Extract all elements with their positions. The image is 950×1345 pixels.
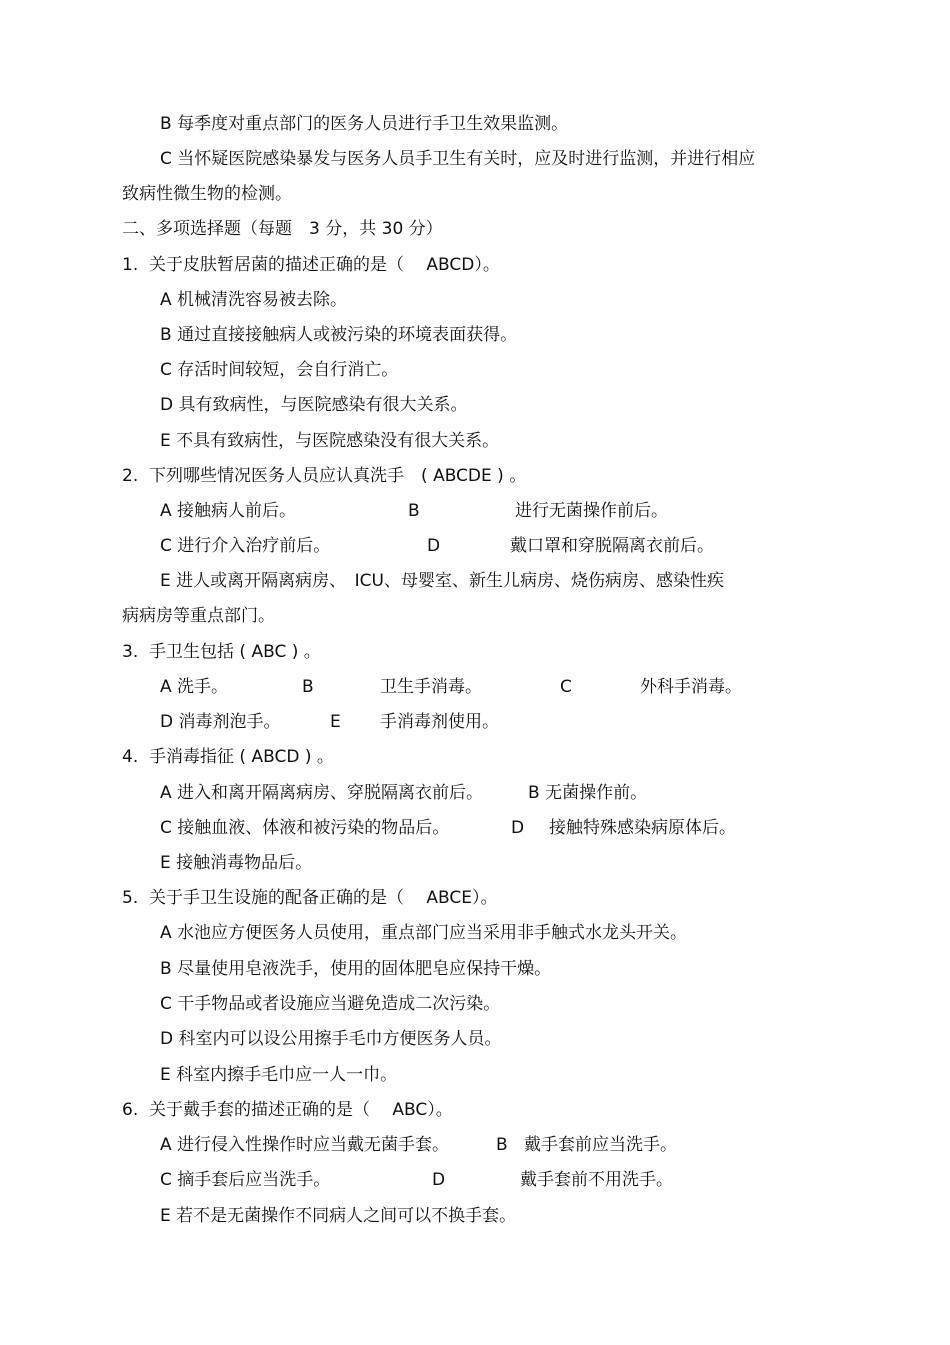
option-c: C 摘手套后应当洗手。: [160, 1170, 331, 1190]
option-letter-c: C: [560, 677, 572, 697]
option-letter-b: B: [302, 677, 314, 697]
option-a: A 进行侵入性操作时应当戴无菌手套。: [160, 1135, 450, 1155]
option-c: C 进行介入治疗前后。: [160, 536, 331, 556]
option-c-text: 外科手消毒。: [640, 677, 742, 697]
question-5: 5. 关于手卫生设施的配备正确的是（ ABCE）。: [122, 888, 498, 908]
question-1: 1. 关于皮肤暂居菌的描述正确的是（ ABCD）。: [122, 255, 500, 275]
option-b: B 通过直接接触病人或被污染的环境表面获得。: [160, 325, 518, 345]
option-d: D 科室内可以设公用擦手毛巾方便医务人员。: [160, 1029, 502, 1049]
option-b: B 无菌操作前。: [528, 783, 648, 803]
option-b: B 尽量使用皂液洗手，使用的固体肥皂应保持干燥。: [160, 959, 552, 979]
option-e: E 不具有致病性，与医院感染没有很大关系。: [160, 431, 500, 451]
question-4: 4. 手消毒指征 ( ABCD ) 。: [122, 747, 334, 767]
option-c: C 干手物品或者设施应当避免造成二次污染。: [160, 994, 501, 1014]
question-2: 2. 下列哪些情况医务人员应认真洗手 ( ABCDE ) 。: [122, 466, 527, 486]
option-letter-b: B: [408, 501, 420, 521]
option-a: A 接触病人前后。: [160, 501, 297, 521]
text-line: B 每季度对重点部门的医务人员进行手卫生效果监测。: [160, 114, 569, 134]
option-letter-d: D: [427, 536, 441, 556]
option-d-text: 接触特殊感染病原体后。: [549, 818, 736, 838]
section-heading: 二、多项选择题（每题 3 分，共 30 分）: [122, 219, 443, 239]
option-a: A 机械清洗容易被去除。: [160, 290, 348, 310]
option-d: D 具有致病性，与医院感染有很大关系。: [160, 395, 468, 415]
option-letter-d: D: [511, 818, 525, 838]
option-a: A 洗手。: [160, 677, 229, 697]
option-c: C 接触血液、体液和被污染的物品后。: [160, 818, 450, 838]
option-e: E 科室内擦手毛巾应一人一巾。: [160, 1065, 398, 1085]
option-a: A 水池应方便医务人员使用，重点部门应当采用非手触式水龙头开关。: [160, 923, 688, 943]
question-6: 6. 关于戴手套的描述正确的是（ ABC）。: [122, 1100, 453, 1120]
option-d-text: 戴口罩和穿脱隔离衣前后。: [510, 536, 714, 556]
option-letter-d: D: [432, 1170, 446, 1190]
option-e-text: 手消毒剂使用。: [380, 712, 499, 732]
option-letter-e: E: [330, 712, 341, 732]
option-e: E 进人或离开隔离病房、 ICU、母婴室、新生儿病房、烧伤病房、感染性疾: [160, 571, 724, 591]
option-e: E 接触消毒物品后。: [160, 853, 313, 873]
option-d: D 消毒剂泡手。: [160, 712, 281, 732]
option-b-text: 进行无菌操作前后。: [515, 501, 668, 521]
question-3: 3. 手卫生包括 ( ABC ) 。: [122, 642, 321, 662]
text-line: 致病性微生物的检测。: [122, 184, 292, 204]
option-letter-b: B: [496, 1135, 508, 1155]
option-c: C 存活时间较短，会自行消亡。: [160, 360, 399, 380]
option-e: E 若不是无菌操作不同病人之间可以不换手套。: [160, 1206, 517, 1226]
text-line: C 当怀疑医院感染暴发与医务人员手卫生有关时，应及时进行监测，并进行相应: [160, 149, 756, 169]
option-b-text: 戴手套前应当洗手。: [524, 1135, 677, 1155]
option-b-text: 卫生手消毒。: [380, 677, 482, 697]
option-a: A 进入和离开隔离病房、穿脱隔离衣前后。: [160, 783, 484, 803]
option-d-text: 戴手套前不用洗手。: [520, 1170, 673, 1190]
text-line: 病病房等重点部门。: [122, 606, 275, 626]
